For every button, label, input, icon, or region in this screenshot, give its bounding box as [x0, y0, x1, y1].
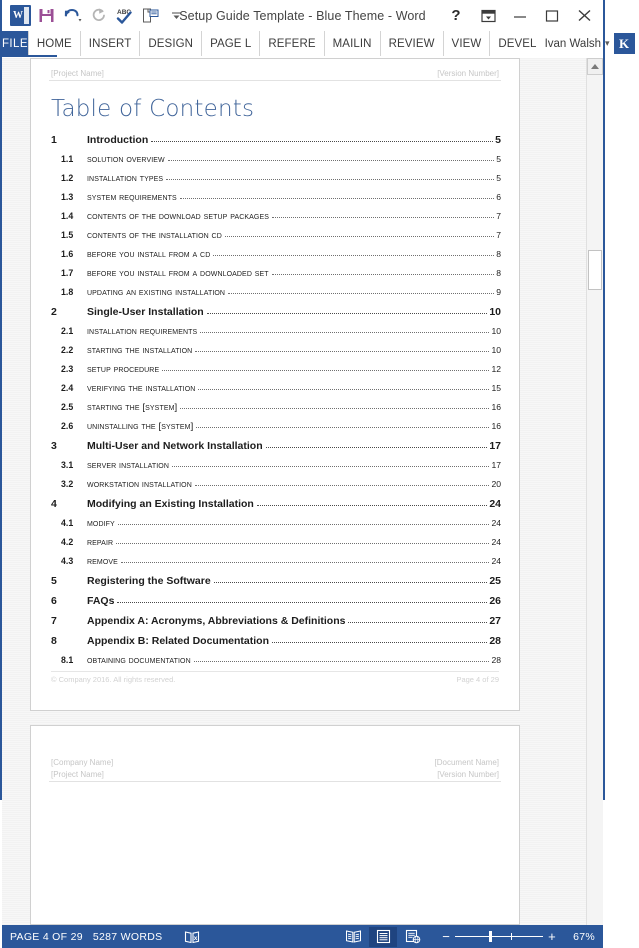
toc-leader-dots — [117, 602, 487, 603]
toc-entry-title: server installation — [87, 460, 169, 471]
toc-entry-page: 24 — [491, 537, 501, 547]
toc-entry-title: contents of the download setup packages — [87, 211, 270, 222]
word-logo-icon[interactable] — [7, 4, 33, 28]
toc-entry-title: Single-User Installation — [87, 306, 204, 318]
toc-entry[interactable] — [49, 655, 501, 666]
tab-file[interactable]: FILE — [2, 31, 28, 56]
title-bar — [2, 0, 603, 31]
toc-entry-title: modify — [87, 518, 115, 529]
toc-entry-number: 4.3 — [61, 556, 74, 566]
chevron-up-icon — [591, 64, 599, 69]
minimize-icon[interactable] — [505, 3, 535, 29]
toc-entry-number: 8 — [51, 635, 57, 647]
tab-design[interactable]: DESIGN — [139, 31, 201, 56]
toc-leader-dots — [166, 179, 494, 180]
toc-entry-number: 4.2 — [61, 537, 74, 547]
toc-entry-title: updating an existing installation — [87, 287, 226, 298]
toc-entry-page: 17 — [491, 460, 501, 470]
toc-entry-page: 12 — [491, 364, 501, 374]
toc-leader-dots — [162, 370, 489, 371]
toc-entry-title: Introduction — [87, 134, 149, 146]
toc-entry-title: workstation installation — [87, 479, 192, 490]
zoom-out-button[interactable]: − — [442, 929, 451, 944]
toc-entry-page: 10 — [491, 345, 501, 355]
print-layout-view-button[interactable] — [369, 927, 397, 947]
toc-entry-page: 24 — [491, 556, 501, 566]
zoom-slider-track[interactable] — [455, 936, 543, 937]
header-version-number-2: [Version Number] — [437, 770, 499, 779]
header-document-name: [Document Name] — [434, 758, 499, 767]
page-2-header — [49, 736, 501, 782]
toc-entry[interactable] — [49, 345, 501, 356]
toc-entry-number: 2 — [51, 306, 57, 318]
footer-page-number: Page 4 of 29 — [456, 675, 499, 684]
toc-leader-dots — [213, 255, 494, 256]
customize-qat-icon[interactable] — [163, 4, 189, 28]
toc-entry-number: 1.6 — [61, 249, 74, 259]
toc-leader-dots — [214, 582, 488, 583]
toc-entry[interactable] — [49, 635, 501, 647]
web-layout-view-button[interactable] — [399, 927, 427, 947]
toc-entry-number: 3 — [51, 440, 57, 452]
help-label: ? — [451, 7, 461, 24]
toc-entry-title: obtaining documentation — [87, 655, 191, 666]
zoom-slider-midpoint — [511, 933, 512, 940]
toc-leader-dots — [116, 543, 489, 544]
toc-entry[interactable] — [49, 230, 501, 241]
toc-entry[interactable] — [49, 173, 501, 184]
toc-entry-number: 1.5 — [61, 230, 74, 240]
print-preview-icon[interactable] — [137, 4, 163, 28]
chevron-down-icon[interactable]: ▾ — [605, 38, 610, 48]
toc-leader-dots — [151, 141, 493, 142]
toc-entry-page: 26 — [489, 595, 501, 607]
toc-entry[interactable] — [49, 154, 501, 165]
toc-entry-page: 8 — [496, 249, 501, 259]
toc-leader-dots — [272, 642, 487, 643]
scroll-up-button[interactable] — [587, 58, 603, 75]
toc-entry-page: 10 — [489, 306, 501, 318]
toc-entry-page: 28 — [491, 655, 501, 665]
proofing-errors-icon[interactable] — [184, 930, 200, 944]
ribbon-tab-bar — [2, 31, 630, 56]
toc-entry[interactable] — [49, 268, 501, 279]
header-version-number: [Version Number] — [437, 69, 499, 78]
toc-leader-dots — [168, 160, 494, 161]
toc-entry-title: Appendix B: Related Documentation — [87, 635, 270, 647]
header-left-column — [51, 758, 113, 779]
toc-entry[interactable] — [49, 192, 501, 203]
toc-entry-page: 5 — [495, 134, 501, 146]
toc-entry-page: 7 — [496, 211, 501, 221]
toc-entry-number: 6 — [51, 595, 57, 607]
toc-entry-title: installation requirements — [87, 326, 198, 337]
read-mode-view-button[interactable] — [339, 927, 367, 947]
toc-entry[interactable] — [49, 537, 501, 548]
toc-entry-title: remove — [87, 556, 118, 567]
status-bar-right — [339, 927, 595, 947]
toc-entry-title: before you install from a downloaded set — [87, 268, 269, 279]
zoom-slider-handle[interactable] — [489, 931, 492, 942]
window-title: Setup Guide Template - Blue Theme - Word — [179, 8, 426, 23]
toc-entry-page: 28 — [489, 635, 501, 647]
toc-entry[interactable] — [49, 306, 501, 318]
toc-entry-title: uninstalling the [system] — [87, 421, 194, 432]
toc-entry-title: system requirements — [87, 192, 177, 203]
toc-entry-title: Multi-User and Network Installation — [87, 440, 263, 452]
toc-entry[interactable] — [49, 364, 501, 375]
toc-entry-number: 1.2 — [61, 173, 74, 183]
toc-entry-number: 3.1 — [61, 460, 74, 470]
document-page-2[interactable] — [30, 725, 520, 925]
toc-leader-dots — [172, 466, 489, 467]
toc-entry-number: 2.2 — [61, 345, 74, 355]
toc-entry-title: setup procedure — [87, 364, 160, 375]
toc-entry[interactable] — [49, 326, 501, 337]
spelling-check-icon[interactable] — [111, 4, 137, 28]
scrollbar-thumb[interactable] — [588, 250, 602, 290]
scrollbar-track[interactable] — [587, 75, 603, 925]
toc-leader-dots — [121, 562, 489, 563]
toc-entry-number: 2.6 — [61, 421, 74, 431]
toc-entry[interactable] — [49, 440, 501, 452]
toc-entry[interactable] — [49, 402, 501, 413]
toc-entry[interactable] — [49, 211, 501, 222]
tab-mailings[interactable]: MAILIN — [324, 31, 380, 56]
page-footer — [51, 671, 499, 684]
toc-entry[interactable] — [49, 556, 501, 567]
page-indicator[interactable]: PAGE 4 OF 29 — [10, 930, 83, 943]
toc-leader-dots — [228, 293, 494, 294]
toc-entry-page: 20 — [491, 479, 501, 489]
toc-entry-title: Modifying an Existing Installation — [87, 498, 254, 510]
toc-entry-number: 1.8 — [61, 287, 74, 297]
user-account-area[interactable] — [545, 31, 639, 56]
toc-entry-page: 17 — [489, 440, 501, 452]
toc-entry-title: before you install from a cd — [87, 249, 211, 260]
toc-entry-number: 2.1 — [61, 326, 74, 336]
tab-page-layout[interactable]: PAGE L — [201, 31, 259, 56]
header-right-column — [435, 758, 499, 779]
toc-entry-page: 16 — [491, 421, 501, 431]
toc-entry[interactable] — [49, 134, 501, 146]
toc-entry-title: starting the [system] — [87, 402, 178, 413]
status-bar — [2, 925, 603, 948]
toc-entry-title: Appendix A: Acronyms, Abbreviations & Definitions — [87, 615, 346, 627]
svg-text:ABC: ABC — [117, 8, 132, 16]
save-icon[interactable] — [33, 4, 59, 28]
toc-leader-dots — [195, 485, 490, 486]
toc-entry[interactable] — [49, 575, 501, 587]
toc-entry-number: 2.4 — [61, 383, 74, 393]
toc-leader-dots — [195, 351, 489, 352]
header-project-name-2: [Project Name] — [51, 770, 104, 779]
toc-entry-number: 1.4 — [61, 211, 74, 221]
close-icon[interactable] — [569, 3, 599, 29]
toc-entry-page: 9 — [496, 287, 501, 297]
toc-leader-dots — [348, 622, 487, 623]
toc-entry[interactable] — [49, 479, 501, 490]
zoom-slider[interactable] — [437, 930, 561, 943]
toc-entry-number: 4.1 — [61, 518, 74, 528]
tab-references[interactable]: REFERE — [259, 31, 323, 56]
toc-entry-page: 10 — [491, 326, 501, 336]
toc-entry-title: contents of the installation cd — [87, 230, 222, 241]
toc-entry-number: 3.2 — [61, 479, 74, 489]
toc-leader-dots — [198, 389, 489, 390]
toc-entry-number: 1.3 — [61, 192, 74, 202]
zoom-in-button[interactable]: + — [548, 929, 557, 944]
toc-entry-number: 2.5 — [61, 402, 74, 412]
word-count[interactable]: 5287 WORDS — [92, 930, 163, 943]
toc-entry-number: 2.3 — [61, 364, 74, 374]
toc-leader-dots — [207, 313, 488, 314]
toc-entry-title: installation types — [87, 173, 164, 184]
toc-entry[interactable] — [49, 615, 501, 627]
toc-entry-number: 1 — [51, 134, 57, 146]
toc-entry-number: 7 — [51, 615, 57, 627]
toc-leader-dots — [118, 524, 490, 525]
toc-entry[interactable] — [49, 460, 501, 471]
toc-entry-page: 6 — [496, 192, 501, 202]
toc-entry-number: 1.7 — [61, 268, 74, 278]
document-area — [2, 58, 603, 925]
word-logo-letter: W — [13, 10, 23, 21]
tab-home[interactable]: HOME — [28, 31, 80, 56]
avatar[interactable]: K — [614, 33, 635, 54]
maximize-icon[interactable] — [537, 3, 567, 29]
toc-entry[interactable] — [49, 421, 501, 432]
tab-developer[interactable]: DEVEL — [489, 31, 544, 56]
table-of-contents — [49, 134, 501, 666]
toc-entry-page: 5 — [496, 173, 501, 183]
toc-entry-title: repair — [87, 537, 114, 548]
footer-copyright: © Company 2016. All rights reserved. — [51, 675, 176, 684]
toc-entry-page: 7 — [496, 230, 501, 240]
toc-entry-number: 4 — [51, 498, 57, 510]
toc-entry-title: starting the installation — [87, 345, 193, 356]
tab-insert[interactable]: INSERT — [80, 31, 140, 56]
toc-entry-page: 8 — [496, 268, 501, 278]
toc-leader-dots — [200, 332, 489, 333]
document-canvas[interactable] — [2, 58, 586, 925]
quick-access-toolbar — [2, 4, 189, 28]
toc-leader-dots — [266, 447, 488, 448]
toc-entry[interactable] — [49, 518, 501, 529]
toc-entry-number: 8.1 — [61, 655, 74, 665]
tab-review[interactable]: REVIEW — [380, 31, 443, 56]
undo-icon[interactable] — [59, 4, 85, 28]
user-name-label: Ivan Walsh — [544, 37, 602, 50]
toc-entry-number: 5 — [51, 575, 57, 587]
vertical-scrollbar[interactable] — [586, 58, 603, 925]
toc-entry-title: verifying the installation — [87, 383, 196, 394]
help-icon[interactable] — [441, 3, 471, 29]
toc-leader-dots — [180, 408, 489, 409]
toc-entry-number: 1.1 — [61, 154, 74, 164]
page-title: Table of Contents — [51, 96, 255, 122]
document-page-1[interactable] — [30, 58, 520, 711]
toc-entry-title: FAQs — [87, 595, 115, 607]
header-company-name: [Company Name] — [51, 758, 114, 767]
redo-icon[interactable] — [85, 4, 111, 28]
tab-view[interactable]: VIEW — [443, 31, 490, 56]
toc-leader-dots — [196, 427, 489, 428]
toc-leader-dots — [257, 505, 487, 506]
ribbon-display-options-icon[interactable] — [473, 3, 503, 29]
toc-entry-page: 24 — [489, 498, 501, 510]
toc-leader-dots — [272, 274, 495, 275]
toc-entry-page: 16 — [491, 402, 501, 412]
toc-entry-page: 5 — [496, 154, 501, 164]
toc-entry[interactable] — [49, 383, 501, 394]
toc-entry-page: 27 — [489, 615, 501, 627]
toc-leader-dots — [194, 661, 490, 662]
toc-entry[interactable] — [49, 595, 501, 607]
header-project-name: [Project Name] — [51, 69, 104, 78]
svg-text:x: x — [194, 934, 199, 942]
toc-entry-title: solution overview — [87, 154, 165, 165]
toc-leader-dots — [272, 217, 494, 218]
toc-entry[interactable] — [49, 249, 501, 260]
toc-leader-dots — [180, 198, 494, 199]
toc-entry[interactable] — [49, 498, 501, 510]
toc-leader-dots — [225, 236, 494, 237]
toc-entry-page: 25 — [489, 575, 501, 587]
toc-entry-page: 15 — [491, 383, 501, 393]
window-controls — [441, 3, 603, 29]
toc-entry[interactable] — [49, 287, 501, 298]
zoom-level-label[interactable]: 67% — [573, 930, 595, 943]
toc-entry-page: 24 — [491, 518, 501, 528]
page-header — [49, 69, 501, 81]
toc-entry-title: Registering the Software — [87, 575, 211, 587]
